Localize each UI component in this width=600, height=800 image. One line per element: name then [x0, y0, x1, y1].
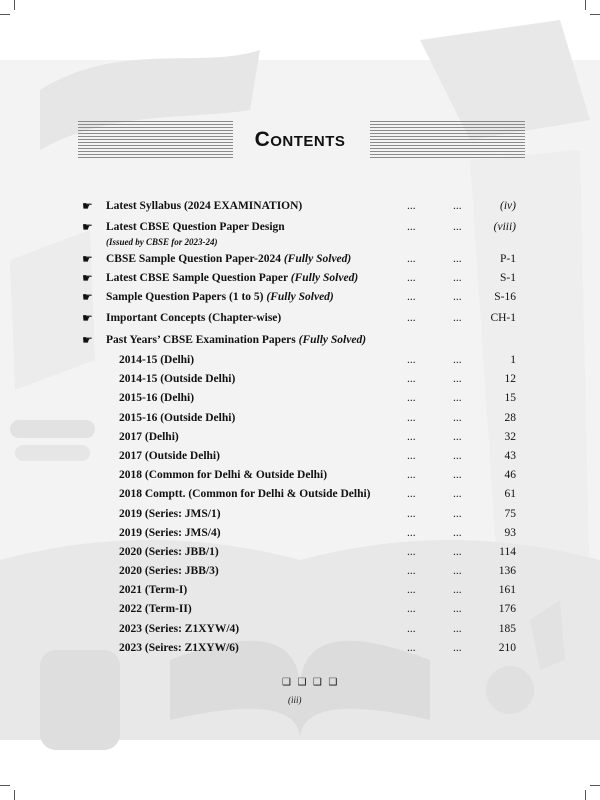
- toc-sub-entry[interactable]: [82, 582, 522, 601]
- pointing-hand-icon: ☛: [82, 199, 93, 213]
- entry-label: Latest CBSE Question Paper Design: [106, 221, 285, 233]
- entry-label: 2019 (Series: JMS/1): [119, 507, 221, 520]
- pointing-hand-icon: ☛: [82, 333, 93, 347]
- header-rule-right: [370, 121, 525, 159]
- leader-dots: ...: [453, 526, 462, 539]
- leader-dots: ...: [453, 430, 462, 443]
- toc-entry[interactable]: [82, 198, 522, 217]
- entry-page: 93: [504, 526, 516, 539]
- toc-entry[interactable]: [82, 251, 522, 270]
- leader-dots: ...: [453, 584, 462, 597]
- toc-sub-entry[interactable]: [82, 467, 522, 486]
- leader-dots: ...: [407, 584, 416, 597]
- leader-dots: ...: [407, 622, 416, 635]
- toc-sub-entry[interactable]: [82, 640, 522, 659]
- leader-dots: ...: [407, 272, 416, 284]
- leader-dots: ...: [407, 312, 416, 324]
- crop-mark: [585, 0, 586, 10]
- leader-dots: ...: [453, 291, 462, 303]
- toc-sub-entry[interactable]: [82, 352, 522, 371]
- leader-dots: ...: [407, 545, 416, 558]
- leader-dots: ...: [407, 373, 416, 386]
- entry-label: Important Concepts (Chapter-wise): [106, 312, 282, 324]
- table-of-contents: [82, 198, 522, 659]
- page-title: Contents: [254, 128, 346, 151]
- end-mark: ❑ ❑ ❑ ❑: [282, 677, 340, 688]
- pointing-hand-icon: ☛: [82, 220, 93, 234]
- leader-dots: ...: [453, 603, 462, 616]
- leader-dots: ...: [407, 469, 416, 482]
- leader-dots: ...: [453, 253, 462, 265]
- leader-dots: ...: [407, 565, 416, 578]
- leader-dots: ...: [407, 641, 416, 654]
- leader-dots: ...: [453, 200, 462, 212]
- leader-dots: ...: [407, 411, 416, 424]
- crop-mark: [14, 0, 15, 10]
- toc-entry[interactable]: [82, 332, 522, 352]
- leader-dots: ...: [407, 392, 416, 405]
- entry-note: (Issued by CBSE for 2023-24): [106, 237, 218, 247]
- toc-sub-entry[interactable]: [82, 506, 522, 525]
- crop-mark: [590, 14, 600, 15]
- leader-dots: ...: [407, 526, 416, 539]
- entry-page: 15: [504, 392, 516, 405]
- leader-dots: ...: [453, 373, 462, 386]
- entry-page: 75: [504, 507, 516, 520]
- leader-dots: ...: [453, 641, 462, 654]
- entry-page: 210: [498, 641, 516, 654]
- entry-label: 2018 (Common for Delhi & Outside Delhi): [119, 469, 328, 482]
- entry-page: 28: [504, 411, 516, 424]
- leader-dots: ...: [453, 354, 462, 366]
- leader-dots: ...: [407, 253, 416, 265]
- crop-mark: [590, 785, 600, 786]
- leader-dots: ...: [407, 488, 416, 501]
- toc-sub-entry[interactable]: [82, 448, 522, 467]
- entry-page: 161: [498, 584, 516, 597]
- toc-sub-entry[interactable]: [82, 429, 522, 448]
- pointing-hand-icon: ☛: [82, 290, 93, 304]
- leader-dots: ...: [407, 507, 416, 520]
- entry-page: 114: [499, 545, 516, 558]
- entry-page: 61: [504, 488, 516, 501]
- leader-dots: ...: [453, 488, 462, 501]
- leader-dots: ...: [407, 221, 416, 233]
- entry-page: CH-1: [490, 312, 516, 324]
- leader-dots: ...: [453, 565, 462, 578]
- entry-label: 2023 (Series: Z1XYW/4): [119, 622, 240, 635]
- toc-sub-entry[interactable]: [82, 410, 522, 429]
- entry-page: 136: [498, 565, 516, 578]
- entry-label: 2014-15 (Outside Delhi): [119, 373, 236, 386]
- entry-label: 2018 Comptt. (Common for Delhi & Outside Delhi): [119, 488, 371, 501]
- entry-page: S-16: [494, 291, 516, 303]
- pointing-hand-icon: ☛: [82, 252, 93, 266]
- crop-mark: [0, 14, 10, 15]
- entry-label: 2022 (Term-II): [119, 603, 192, 616]
- toc-sub-entry[interactable]: [82, 371, 522, 390]
- entry-label: Latest CBSE Sample Question Paper (Fully Solved): [106, 272, 359, 284]
- entry-label: Sample Question Papers (1 to 5) (Fully Solved): [106, 291, 334, 303]
- entry-label: 2017 (Outside Delhi): [119, 449, 220, 462]
- entry-label: CBSE Sample Question Paper-2024 (Fully Solved): [106, 253, 352, 265]
- entry-page: (viii): [493, 221, 516, 233]
- entry-page: (iv): [500, 200, 516, 212]
- leader-dots: ...: [453, 622, 462, 635]
- entry-label: 2014-15 (Delhi): [119, 354, 195, 366]
- crop-mark: [585, 790, 586, 800]
- leader-dots: ...: [453, 312, 462, 324]
- leader-dots: ...: [407, 430, 416, 443]
- leader-dots: ...: [453, 272, 462, 284]
- toc-entry[interactable]: [82, 219, 522, 251]
- leader-dots: ...: [453, 221, 462, 233]
- leader-dots: ...: [407, 603, 416, 616]
- entry-page: P-1: [500, 253, 516, 265]
- leader-dots: ...: [453, 392, 462, 405]
- toc-sub-entry[interactable]: [82, 525, 522, 544]
- leader-dots: ...: [407, 354, 416, 366]
- toc-sub-entry[interactable]: [82, 601, 522, 620]
- entry-page: S-1: [500, 272, 516, 284]
- toc-entry[interactable]: [82, 270, 522, 289]
- toc-entry[interactable]: [82, 310, 522, 332]
- leader-dots: ...: [453, 411, 462, 424]
- past-papers-list: [82, 352, 522, 659]
- leader-dots: ...: [407, 291, 416, 303]
- entry-label: Past Years’ CBSE Examination Papers (Fully Solved): [106, 334, 367, 346]
- crop-mark: [0, 785, 10, 786]
- entry-label: Latest Syllabus (2024 EXAMINATION): [106, 200, 303, 212]
- pointing-hand-icon: ☛: [82, 271, 93, 285]
- entry-page: 12: [504, 373, 516, 386]
- leader-dots: ...: [453, 507, 462, 520]
- entry-label: 2015-16 (Delhi): [119, 392, 195, 405]
- entry-page: 1: [510, 354, 516, 366]
- entry-label: 2021 (Term-I): [119, 584, 188, 597]
- pointing-hand-icon: ☛: [82, 311, 93, 325]
- entry-label: 2017 (Delhi): [119, 430, 179, 443]
- page-number: (iii): [288, 695, 302, 705]
- leader-dots: ...: [407, 449, 416, 462]
- leader-dots: ...: [407, 200, 416, 212]
- entry-label: 2015-16 (Outside Delhi): [119, 411, 236, 424]
- toc-sub-entry[interactable]: [82, 563, 522, 582]
- leader-dots: ...: [453, 449, 462, 462]
- leader-dots: ...: [453, 469, 462, 482]
- entry-label: 2020 (Series: JBB/3): [119, 565, 219, 578]
- header-rule-left: [78, 121, 233, 159]
- toc-sub-entry[interactable]: [82, 621, 522, 640]
- entry-page: 43: [504, 449, 516, 462]
- crop-mark: [14, 790, 15, 800]
- entry-label: 2019 (Series: JMS/4): [119, 526, 221, 539]
- entry-label: 2023 (Seires: Z1XYW/6): [119, 641, 239, 654]
- toc-entry[interactable]: [82, 289, 522, 310]
- entry-page: 46: [504, 469, 516, 482]
- entry-page: 185: [498, 622, 516, 635]
- entry-page: 176: [498, 603, 516, 616]
- toc-sub-entry[interactable]: [82, 486, 522, 505]
- entry-page: 32: [504, 430, 516, 443]
- toc-sub-entry[interactable]: [82, 390, 522, 409]
- entry-label: 2020 (Series: JBB/1): [119, 545, 219, 558]
- toc-sub-entry[interactable]: [82, 544, 522, 563]
- leader-dots: ...: [453, 545, 462, 558]
